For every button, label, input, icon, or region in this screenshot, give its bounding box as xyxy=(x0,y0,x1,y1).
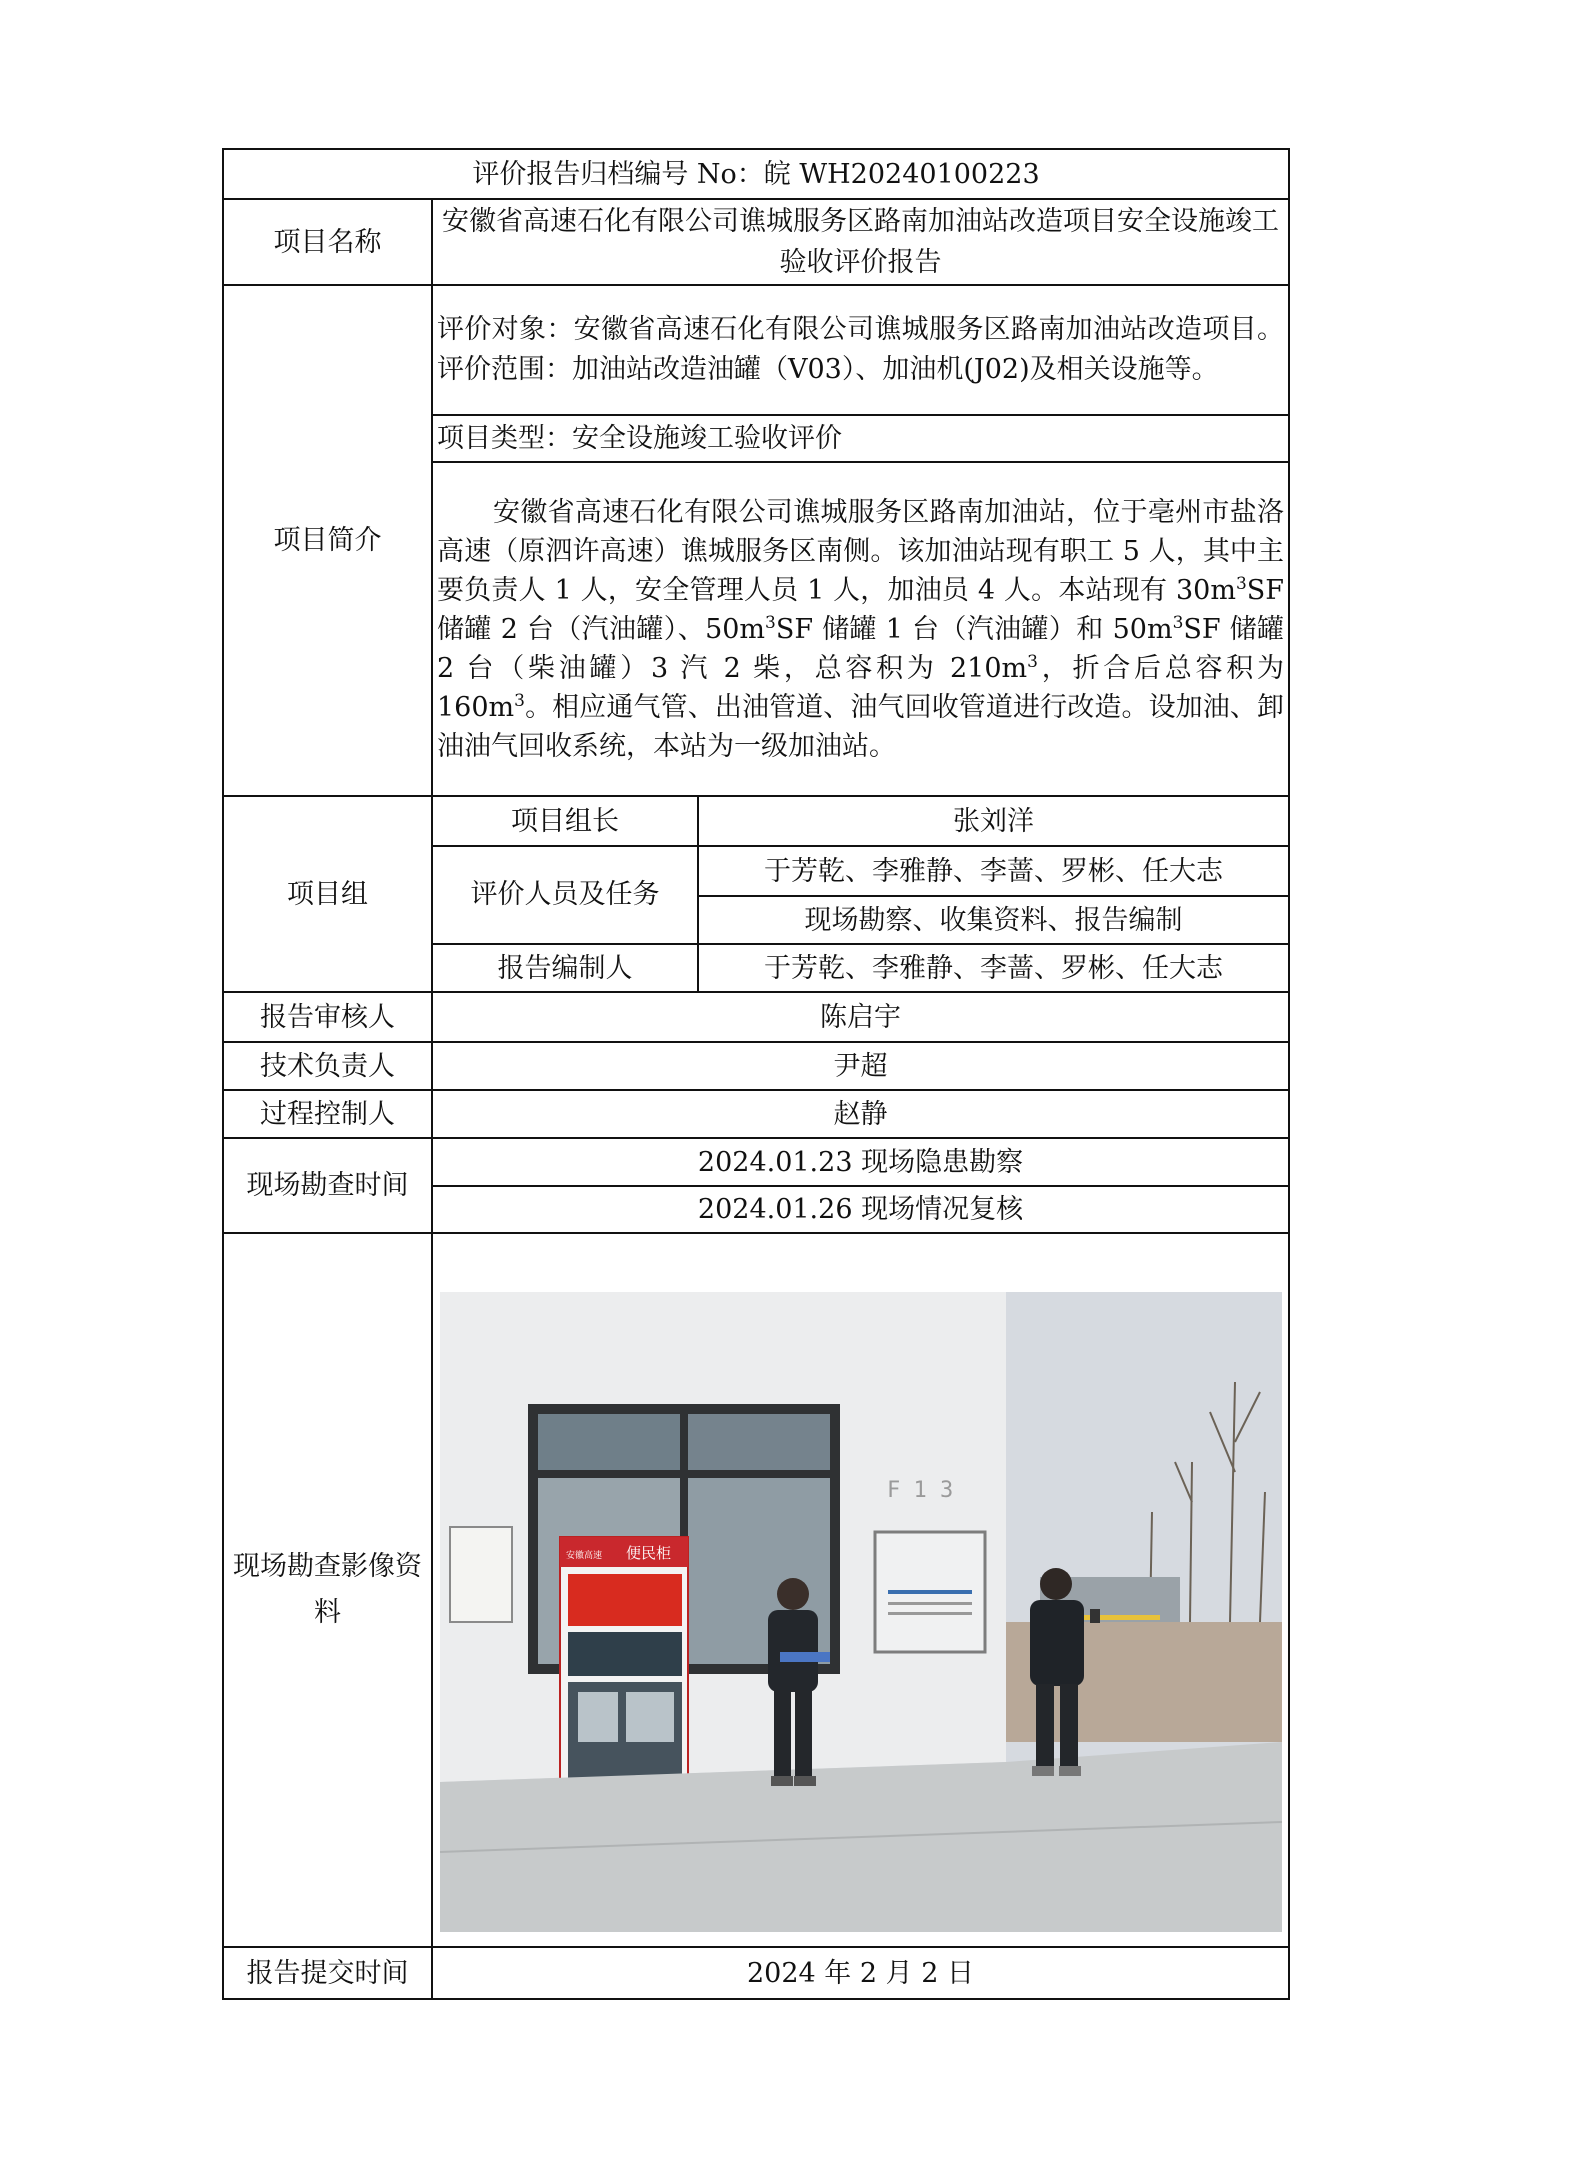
compiler-value: 于芳乾、李雅静、李蔷、罗彬、任大志 xyxy=(698,944,1289,992)
process-controller-value: 赵静 xyxy=(432,1090,1289,1138)
tech-lead-value: 尹超 xyxy=(432,1042,1289,1090)
site-survey-photo xyxy=(440,1292,1282,1932)
project-intro-label: 项目简介 xyxy=(223,285,432,796)
survey-photo-cell xyxy=(432,1233,1289,1947)
project-name-value: 安徽省高速石化有限公司谯城服务区路南加油站改造项目安全设施竣工验收评价报告 xyxy=(432,199,1289,285)
process-controller-label: 过程控制人 xyxy=(223,1090,432,1138)
team-leader-label: 项目组长 xyxy=(432,796,698,846)
evaluation-scope: 评价对象：安徽省高速石化有限公司谯城服务区路南加油站改造项目。评价范围：加油站改造油罐（V03）、加油机(J02)及相关设施等。 xyxy=(432,285,1289,415)
survey-time-entry: 2024.01.26 现场情况复核 xyxy=(432,1186,1289,1233)
evaluators-label: 评价人员及任务 xyxy=(432,846,698,944)
room-number-text: F 1 3 xyxy=(886,1478,953,1503)
reviewer-value: 陈启宇 xyxy=(432,992,1289,1042)
compiler-label: 报告编制人 xyxy=(432,944,698,992)
report-info-table xyxy=(222,148,1290,2000)
submit-date: 2024 年 2 月 2 日 xyxy=(432,1947,1289,1999)
evaluators-value: 于芳乾、李雅静、李蔷、罗彬、任大志 xyxy=(698,846,1289,896)
kiosk-title: 便民柜 xyxy=(625,1544,671,1562)
site-photo-illustration xyxy=(440,1292,1282,1932)
reviewer-label: 报告审核人 xyxy=(223,992,432,1042)
project-type: 项目类型：安全设施竣工验收评价 xyxy=(432,415,1289,462)
tech-lead-label: 技术负责人 xyxy=(223,1042,432,1090)
survey-images-label: 现场勘查影像资料 xyxy=(223,1233,432,1947)
evaluator-tasks: 现场勘察、收集资料、报告编制 xyxy=(698,896,1289,944)
report-cover xyxy=(222,148,1288,2000)
kiosk-brand: 安徽高速 xyxy=(565,1551,602,1561)
team-leader-value: 张刘洋 xyxy=(698,796,1289,846)
submit-time-label: 报告提交时间 xyxy=(223,1947,432,1999)
survey-time-entry: 2024.01.23 现场隐患勘察 xyxy=(432,1138,1289,1186)
project-description: 安徽省高速石化有限公司谯城服务区路南加油站，位于亳州市盐洛高速（原泗许高速）谯城服务区南侧。该加油站现有职工 5 人，其中主要负责人 1 人，安全管理人员 1 人，加油员 4 人。本站现有 $30m^3SF$ 储罐 2 台（汽油罐）、$50m^3SF$ 储罐 1 台（汽油罐）和 $50m^3SF$ 储罐 2 台（柴油罐）3 汽 2 柴，总容积为 $210m^3$，折合后总容积为 $160m^3$。相应通气管、出油管道、油气回收管道进行改造。设加油、卸油油气回收系统，本站为一级加油站。 xyxy=(432,462,1289,796)
survey-time-label: 现场勘查时间 xyxy=(223,1138,432,1233)
archive-number: 评价报告归档编号 No：皖 WH20240100223 xyxy=(223,149,1289,199)
project-team-label: 项目组 xyxy=(223,796,432,992)
project-name-label: 项目名称 xyxy=(223,199,432,285)
